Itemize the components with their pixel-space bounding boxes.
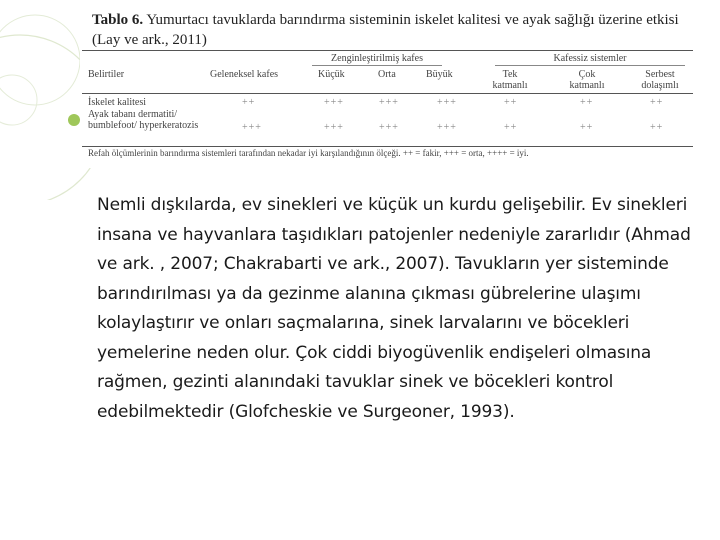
column-header: Küçük — [318, 69, 345, 80]
column-header: Serbest dolaşımlı — [641, 69, 679, 91]
column-header: Tek katmanlı — [492, 69, 528, 91]
table-cell: +++ — [437, 122, 457, 133]
row-label: İskelet kalitesi — [88, 97, 147, 108]
column-header: Orta — [378, 69, 396, 80]
group-header-enriched: Zenginleştirilmiş kafes — [312, 53, 442, 66]
table-title — [92, 10, 692, 50]
table-cell: ++ — [580, 97, 594, 108]
medium-decor-circle — [0, 15, 80, 105]
green-dot — [68, 114, 80, 126]
column-header: Büyük — [426, 69, 453, 80]
table-cell: +++ — [324, 97, 344, 108]
small-decor-circle — [0, 75, 37, 125]
table-cell: +++ — [379, 97, 399, 108]
table-cell: ++ — [650, 97, 664, 108]
table-cell: +++ — [379, 122, 399, 133]
table-title-lead: Tablo 6. — [92, 12, 144, 28]
table-cell: ++ — [504, 122, 518, 133]
table-cell: +++ — [242, 122, 262, 133]
table-figure — [80, 8, 695, 168]
table-top-rule — [82, 50, 693, 51]
row-label: Ayak tabanı dermatiti/ bumblefoot/ hyperkeratozis — [88, 109, 199, 131]
table-footnote: Refah ölçümlerinin barındırma sistemleri tarafından nekadar iyi karşılandığının ölçeği. ++ = fakir, +++ = orta, ++++ = iyi. — [88, 148, 529, 158]
body-paragraph: Nemli dışkılarda, ev sinekleri ve küçük un kurdu gelişebilir. Ev sinekleri insana ve hayvanlara taşıdıkları patojenler nedeniyle zararlıdır (Ahmad ve ark. , 2007; Chakrabarti ve ark., 2007). Tavukların yer sisteminde barındırılması ya da gezinme alanına çıkması gübrelerine ulaşımı kolaylaştırır ve onları saçmalarına, sinek larvalarını ve böcekleri yemelerine neden olur. Çok ciddi biyogüvenlik endişeleri olmasına rağmen, gezinti alanındaki tavuklar sinek ve böcekleri kontrol edebilmektedir (Glofcheskie ve Surgeoner, 1993). — [97, 195, 691, 422]
table-cell: +++ — [437, 97, 457, 108]
table-cell: ++ — [580, 122, 594, 133]
column-header: Çok katmanlı — [569, 69, 605, 91]
column-header: Belirtiler — [88, 69, 125, 80]
table-header-rule — [82, 93, 693, 94]
table-cell: ++ — [242, 97, 256, 108]
table-cell: ++ — [504, 97, 518, 108]
table-citation: (Lay ve ark., 2011) — [92, 32, 207, 48]
table-bottom-rule — [82, 146, 693, 147]
group-header-cagefree: Kafessiz sistemler — [495, 53, 685, 66]
table-cell: +++ — [324, 122, 344, 133]
table-title-text: Yumurtacı tavuklarda barındırma sisteminin iskelet kalitesi ve ayak sağlığı üzerine etkisi — [146, 12, 679, 28]
table-cell: ++ — [650, 122, 664, 133]
column-header: Geleneksel kafes — [210, 69, 279, 80]
